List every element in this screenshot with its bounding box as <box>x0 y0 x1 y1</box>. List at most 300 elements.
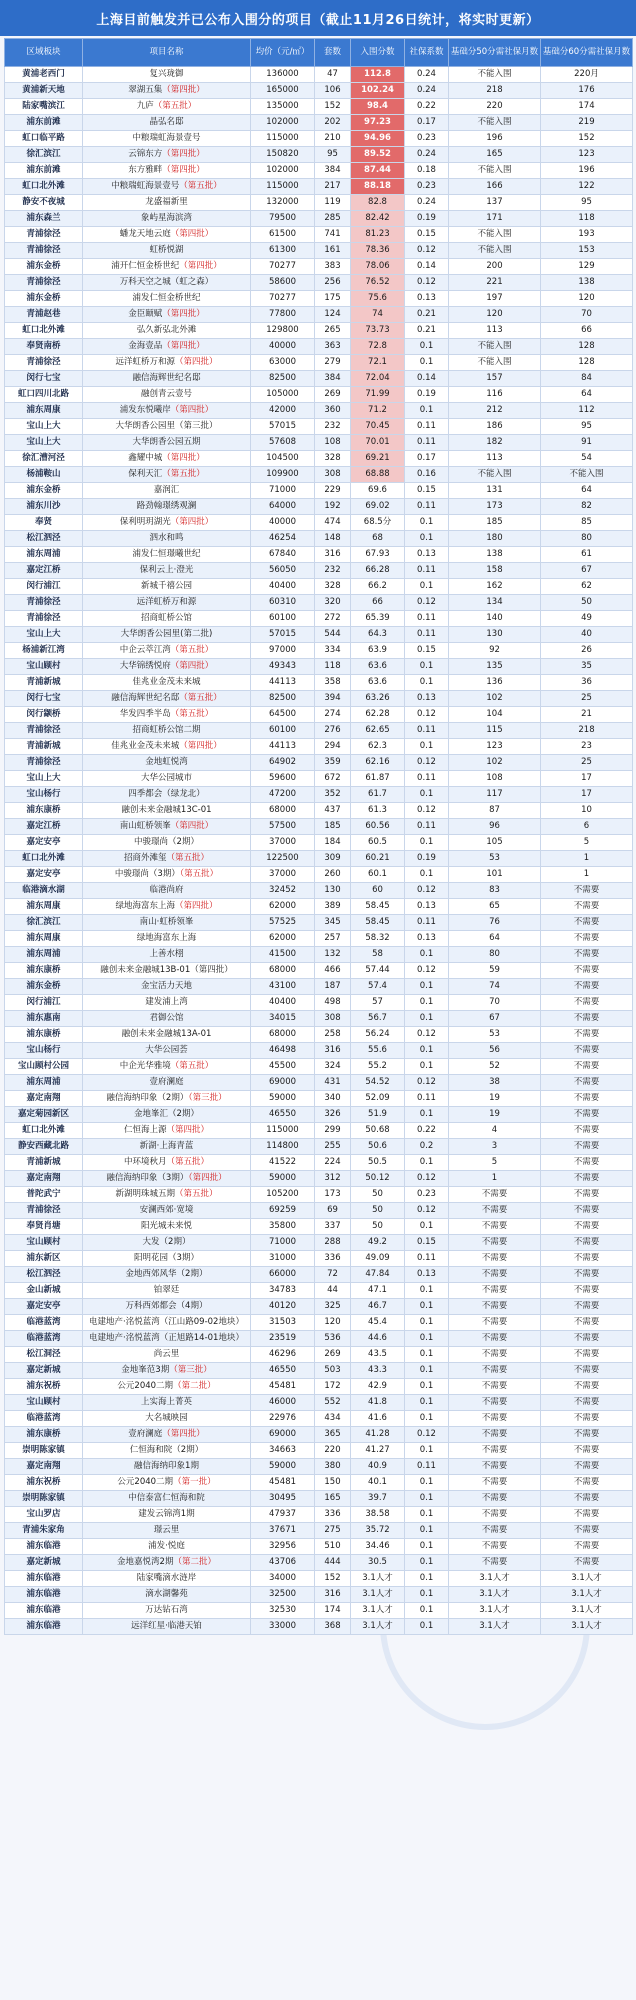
project-name: 南山·虹桥领峯 <box>139 917 194 927</box>
project-name: 仁恒海和院（2期） <box>129 1445 204 1455</box>
months-50-cell: 不需要 <box>449 1379 541 1395</box>
table-row <box>5 659 633 675</box>
score-cell: 49.09 <box>351 1251 405 1267</box>
months-50-cell: 3.1人才 <box>449 1571 541 1587</box>
months-60-cell: 6 <box>541 819 633 835</box>
months-50-cell: 136 <box>449 675 541 691</box>
column-header: 基础分60分需社保月数 <box>541 39 633 67</box>
coefficient-cell: 0.1 <box>405 1331 449 1347</box>
score-cell: 52.09 <box>351 1091 405 1107</box>
price-cell: 97000 <box>251 643 315 659</box>
column-header: 均价（元/㎡） <box>251 39 315 67</box>
region-cell: 嘉定安亭 <box>5 1299 83 1315</box>
table-row <box>5 1123 633 1139</box>
months-60-cell: 3.1人才 <box>541 1603 633 1619</box>
coefficient-cell: 0.1 <box>405 867 449 883</box>
score-cell: 43.5 <box>351 1347 405 1363</box>
score-cell: 50.12 <box>351 1171 405 1187</box>
project-name-cell <box>83 627 251 643</box>
score-cell: 49.2 <box>351 1235 405 1251</box>
score-cell: 63.6 <box>351 675 405 691</box>
project-name-cell <box>83 1539 251 1555</box>
units-cell: 363 <box>315 339 351 355</box>
region-cell: 嘉定新城 <box>5 1363 83 1379</box>
months-60-cell: 5 <box>541 835 633 851</box>
score-cell: 60.56 <box>351 819 405 835</box>
region-cell: 浦东周康 <box>5 403 83 419</box>
months-60-cell: 66 <box>541 323 633 339</box>
months-60-cell: 196 <box>541 163 633 179</box>
project-name-cell <box>83 1363 251 1379</box>
table-row <box>5 99 633 115</box>
table-row <box>5 1443 633 1459</box>
table-row <box>5 387 633 403</box>
price-cell: 105000 <box>251 387 315 403</box>
months-60-cell: 123 <box>541 147 633 163</box>
units-cell: 192 <box>315 499 351 515</box>
project-name-cell <box>83 931 251 947</box>
coefficient-cell: 0.17 <box>405 115 449 131</box>
table-row <box>5 243 633 259</box>
project-name-cell <box>83 883 251 899</box>
region-cell: 浦东金桥 <box>5 979 83 995</box>
months-50-cell: 173 <box>449 499 541 515</box>
price-cell: 68000 <box>251 803 315 819</box>
units-cell: 202 <box>315 115 351 131</box>
score-cell: 34.46 <box>351 1539 405 1555</box>
project-name: 大发（2期） <box>142 1237 191 1247</box>
units-cell: 124 <box>315 307 351 323</box>
project-name-cell <box>83 1315 251 1331</box>
region-cell: 奉贤 <box>5 515 83 531</box>
units-cell: 175 <box>315 291 351 307</box>
months-50-cell: 140 <box>449 611 541 627</box>
months-60-cell: 118 <box>541 211 633 227</box>
region-cell: 嘉定南翔 <box>5 1459 83 1475</box>
coefficient-cell: 0.21 <box>405 323 449 339</box>
project-name-cell <box>83 675 251 691</box>
price-cell: 132000 <box>251 195 315 211</box>
project-name-cell <box>83 851 251 867</box>
project-name-cell <box>83 499 251 515</box>
project-name-cell <box>83 323 251 339</box>
coefficient-cell: 0.23 <box>405 1187 449 1203</box>
months-50-cell: 83 <box>449 883 541 899</box>
project-name: 中粮瑞虹海景壹号 <box>132 133 201 143</box>
months-60-cell: 不需要 <box>541 1235 633 1251</box>
project-name: 保利天汇 <box>128 469 163 479</box>
months-50-cell: 182 <box>449 435 541 451</box>
table-row <box>5 995 633 1011</box>
project-name: 中骏璟尚（3期） <box>114 869 180 879</box>
months-50-cell: 134 <box>449 595 541 611</box>
project-name-cell <box>83 1267 251 1283</box>
project-name: 上善水栩 <box>149 949 184 959</box>
coefficient-cell: 0.12 <box>405 707 449 723</box>
project-name-cell <box>83 1155 251 1171</box>
batch-label: （第四批） <box>162 149 205 159</box>
price-cell: 79500 <box>251 211 315 227</box>
months-60-cell: 61 <box>541 547 633 563</box>
project-name-cell <box>83 291 251 307</box>
table-row <box>5 819 633 835</box>
table-row <box>5 787 633 803</box>
project-name-cell <box>83 1603 251 1619</box>
units-cell: 365 <box>315 1427 351 1443</box>
months-50-cell: 56 <box>449 1043 541 1059</box>
score-cell: 41.8 <box>351 1395 405 1411</box>
score-cell: 3.1人才 <box>351 1571 405 1587</box>
months-50-cell: 113 <box>449 451 541 467</box>
price-cell: 57015 <box>251 419 315 435</box>
months-60-cell: 128 <box>541 339 633 355</box>
score-cell: 50 <box>351 1219 405 1235</box>
coefficient-cell: 0.11 <box>405 563 449 579</box>
coefficient-cell: 0.12 <box>405 1075 449 1091</box>
project-name: 电建地产·洺悦蓝湾（江山路09-02地块） <box>89 1317 244 1327</box>
months-60-cell: 62 <box>541 579 633 595</box>
price-cell: 34663 <box>251 1443 315 1459</box>
price-cell: 102000 <box>251 163 315 179</box>
score-cell: 60 <box>351 883 405 899</box>
months-60-cell: 25 <box>541 755 633 771</box>
months-60-cell: 176 <box>541 83 633 99</box>
units-cell: 380 <box>315 1459 351 1475</box>
coefficient-cell: 0.11 <box>405 1091 449 1107</box>
months-50-cell: 53 <box>449 1027 541 1043</box>
coefficient-cell: 0.1 <box>405 979 449 995</box>
project-name-cell <box>83 387 251 403</box>
project-name-cell <box>83 787 251 803</box>
months-50-cell: 116 <box>449 387 541 403</box>
coefficient-cell: 0.11 <box>405 723 449 739</box>
table-row <box>5 755 633 771</box>
coefficient-cell: 0.13 <box>405 899 449 915</box>
coefficient-cell: 0.2 <box>405 1139 449 1155</box>
months-60-cell: 不需要 <box>541 1251 633 1267</box>
coefficient-cell: 0.11 <box>405 419 449 435</box>
table-row <box>5 947 633 963</box>
price-cell: 41522 <box>251 1155 315 1171</box>
project-name-cell <box>83 1219 251 1235</box>
units-cell: 272 <box>315 611 351 627</box>
batch-label: （第四批） <box>170 821 214 831</box>
region-cell: 浦东康桥 <box>5 803 83 819</box>
price-cell: 46296 <box>251 1347 315 1363</box>
price-cell: 46550 <box>251 1363 315 1379</box>
coefficient-cell: 0.1 <box>405 1315 449 1331</box>
table-row <box>5 1155 633 1171</box>
coefficient-cell: 0.1 <box>405 1299 449 1315</box>
units-cell: 337 <box>315 1219 351 1235</box>
units-cell: 69 <box>315 1203 351 1219</box>
score-cell: 58.45 <box>351 915 405 931</box>
project-name: 绿地海富东上海 <box>136 933 197 943</box>
price-cell: 104500 <box>251 451 315 467</box>
score-cell: 61.87 <box>351 771 405 787</box>
price-cell: 46550 <box>251 1107 315 1123</box>
project-name-cell <box>83 995 251 1011</box>
months-50-cell: 59 <box>449 963 541 979</box>
coefficient-cell: 0.13 <box>405 1267 449 1283</box>
months-50-cell: 218 <box>449 83 541 99</box>
project-name-cell <box>83 1203 251 1219</box>
score-cell: 87.44 <box>351 163 405 179</box>
coefficient-cell: 0.12 <box>405 1203 449 1219</box>
score-cell: 65.39 <box>351 611 405 627</box>
score-cell: 40.9 <box>351 1459 405 1475</box>
months-50-cell: 3.1人才 <box>449 1619 541 1635</box>
score-cell: 58.32 <box>351 931 405 947</box>
project-name: 新湖明珠城五期 <box>115 1189 175 1199</box>
coefficient-cell: 0.19 <box>405 851 449 867</box>
batch-label: （第四批） <box>162 341 205 351</box>
units-cell: 444 <box>315 1555 351 1571</box>
table-row <box>5 355 633 371</box>
price-cell: 32500 <box>251 1587 315 1603</box>
months-60-cell: 不需要 <box>541 1299 633 1315</box>
batch-label: （第四批） <box>179 741 222 751</box>
units-cell: 352 <box>315 787 351 803</box>
region-cell: 嘉定南翔 <box>5 1091 83 1107</box>
months-60-cell: 不需要 <box>541 995 633 1011</box>
months-50-cell: 138 <box>449 547 541 563</box>
coefficient-cell: 0.24 <box>405 83 449 99</box>
project-name-cell <box>83 1459 251 1475</box>
months-50-cell: 64 <box>449 931 541 947</box>
months-60-cell: 不需要 <box>541 963 633 979</box>
region-cell: 松江泗泾 <box>5 1267 83 1283</box>
months-60-cell: 95 <box>541 195 633 211</box>
table-row <box>5 131 633 147</box>
region-cell: 虹口四川北路 <box>5 387 83 403</box>
region-cell: 嘉定江桥 <box>5 563 83 579</box>
units-cell: 72 <box>315 1267 351 1283</box>
months-50-cell: 53 <box>449 851 541 867</box>
price-cell: 35800 <box>251 1219 315 1235</box>
score-cell: 70.45 <box>351 419 405 435</box>
table-row <box>5 1347 633 1363</box>
units-cell: 44 <box>315 1283 351 1299</box>
project-name: 融创未来金融城13B-01（第四批） <box>100 965 233 975</box>
units-cell: 552 <box>315 1395 351 1411</box>
project-name-cell <box>83 659 251 675</box>
coefficient-cell: 0.1 <box>405 995 449 1011</box>
units-cell: 258 <box>315 1027 351 1043</box>
project-name-cell <box>83 531 251 547</box>
months-60-cell: 152 <box>541 131 633 147</box>
months-50-cell: 19 <box>449 1107 541 1123</box>
table-row <box>5 867 633 883</box>
table-row <box>5 1475 633 1491</box>
months-60-cell: 不需要 <box>541 931 633 947</box>
price-cell: 150820 <box>251 147 315 163</box>
project-name: 万达钻石湾 <box>145 1605 188 1615</box>
table-row <box>5 1267 633 1283</box>
batch-label: （第五批） <box>162 469 205 479</box>
region-cell: 浦东周康 <box>5 931 83 947</box>
project-name: 九庐 <box>136 101 154 111</box>
units-cell: 255 <box>315 1139 351 1155</box>
coefficient-cell: 0.1 <box>405 403 449 419</box>
score-cell: 68.88 <box>351 467 405 483</box>
coefficient-cell: 0.1 <box>405 355 449 371</box>
months-60-cell: 不需要 <box>541 1283 633 1299</box>
project-name: 大华锦绣悦府 <box>119 661 171 671</box>
months-60-cell: 不需要 <box>541 1187 633 1203</box>
table-row <box>5 627 633 643</box>
project-name-cell <box>83 1507 251 1523</box>
months-60-cell: 不需要 <box>541 1107 633 1123</box>
batch-label: （第四批） <box>170 405 214 415</box>
table-row <box>5 275 633 291</box>
region-cell: 宝山顾村 <box>5 1395 83 1411</box>
units-cell: 232 <box>315 419 351 435</box>
project-name-cell <box>83 979 251 995</box>
price-cell: 165000 <box>251 83 315 99</box>
table-row <box>5 1331 633 1347</box>
price-cell: 61500 <box>251 227 315 243</box>
price-cell: 31000 <box>251 1251 315 1267</box>
months-60-cell: 84 <box>541 371 633 387</box>
region-cell: 浦东周康 <box>5 899 83 915</box>
coefficient-cell: 0.11 <box>405 1459 449 1475</box>
units-cell: 309 <box>315 851 351 867</box>
months-60-cell: 82 <box>541 499 633 515</box>
price-cell: 135000 <box>251 99 315 115</box>
project-name: 融信海纳印象（2期） <box>106 1093 189 1103</box>
table-row <box>5 1187 633 1203</box>
months-60-cell: 不需要 <box>541 1043 633 1059</box>
coefficient-cell: 0.11 <box>405 435 449 451</box>
months-60-cell: 220月 <box>541 67 633 83</box>
project-name: 万科西郊都会（4期） <box>125 1301 208 1311</box>
project-name-cell <box>83 403 251 419</box>
project-name-cell <box>83 243 251 259</box>
months-50-cell: 96 <box>449 819 541 835</box>
table-row <box>5 1491 633 1507</box>
project-name-cell <box>83 115 251 131</box>
table-row <box>5 1395 633 1411</box>
score-cell: 60.21 <box>351 851 405 867</box>
coefficient-cell: 0.1 <box>405 1539 449 1555</box>
table-row <box>5 1315 633 1331</box>
batch-label: （第五批） <box>153 101 197 111</box>
score-cell: 68.5分 <box>351 515 405 531</box>
months-50-cell: 不需要 <box>449 1251 541 1267</box>
price-cell: 60100 <box>251 611 315 627</box>
project-name: 南山虹桥领峯 <box>119 821 171 831</box>
batch-label: （第二批） <box>173 1557 216 1567</box>
project-name-cell <box>83 1251 251 1267</box>
table-header <box>5 39 633 67</box>
coefficient-cell: 0.1 <box>405 1603 449 1619</box>
months-60-cell: 不需要 <box>541 1091 633 1107</box>
months-50-cell: 171 <box>449 211 541 227</box>
price-cell: 37000 <box>251 867 315 883</box>
months-60-cell: 120 <box>541 291 633 307</box>
coefficient-cell: 0.1 <box>405 1379 449 1395</box>
score-cell: 89.52 <box>351 147 405 163</box>
units-cell: 256 <box>315 275 351 291</box>
price-cell: 115000 <box>251 131 315 147</box>
months-60-cell: 10 <box>541 803 633 819</box>
project-name-cell <box>83 1491 251 1507</box>
score-cell: 82.8 <box>351 195 405 211</box>
batch-label: （第五批） <box>179 869 219 879</box>
months-50-cell: 197 <box>449 291 541 307</box>
region-cell: 宝山上大 <box>5 435 83 451</box>
months-50-cell: 不需要 <box>449 1395 541 1411</box>
region-cell: 虹口北外滩 <box>5 851 83 867</box>
score-cell: 41.27 <box>351 1443 405 1459</box>
price-cell: 56050 <box>251 563 315 579</box>
price-cell: 45481 <box>251 1379 315 1395</box>
units-cell: 434 <box>315 1411 351 1427</box>
table-body <box>5 67 633 1635</box>
batch-label: （第四批） <box>175 901 218 911</box>
project-name-cell <box>83 723 251 739</box>
score-cell: 57.44 <box>351 963 405 979</box>
coefficient-cell: 0.1 <box>405 1491 449 1507</box>
table-row <box>5 1459 633 1475</box>
table-row <box>5 899 633 915</box>
price-cell: 57015 <box>251 627 315 643</box>
score-cell: 62.3 <box>351 739 405 755</box>
score-cell: 69.21 <box>351 451 405 467</box>
table-row <box>5 547 633 563</box>
price-cell: 44113 <box>251 739 315 755</box>
months-50-cell: 不需要 <box>449 1411 541 1427</box>
score-cell: 88.18 <box>351 179 405 195</box>
coefficient-cell: 0.1 <box>405 947 449 963</box>
units-cell: 257 <box>315 931 351 947</box>
units-cell: 217 <box>315 179 351 195</box>
months-50-cell: 87 <box>449 803 541 819</box>
score-cell: 98.4 <box>351 99 405 115</box>
units-cell: 299 <box>315 1123 351 1139</box>
coefficient-cell: 0.1 <box>405 579 449 595</box>
project-name-cell <box>83 691 251 707</box>
batch-label: （第四批） <box>162 85 205 95</box>
batch-label: （第五批） <box>166 853 210 863</box>
units-cell: 384 <box>315 371 351 387</box>
price-cell: 47200 <box>251 787 315 803</box>
region-cell: 浦东新区 <box>5 1251 83 1267</box>
score-cell: 55.2 <box>351 1059 405 1075</box>
units-cell: 345 <box>315 915 351 931</box>
months-60-cell: 不需要 <box>541 1203 633 1219</box>
project-name: 佳兆业金茂未来城 <box>132 677 201 687</box>
project-name-cell <box>83 835 251 851</box>
table-row <box>5 1379 633 1395</box>
project-name-cell <box>83 275 251 291</box>
table-row <box>5 1619 633 1635</box>
months-60-cell: 不需要 <box>541 1011 633 1027</box>
region-cell: 浦东临港 <box>5 1603 83 1619</box>
coefficient-cell: 0.1 <box>405 1523 449 1539</box>
price-cell: 22976 <box>251 1411 315 1427</box>
months-60-cell: 112 <box>541 403 633 419</box>
project-name: 中信泰富仁恒海和院 <box>128 1493 205 1503</box>
region-cell: 浦东临港 <box>5 1539 83 1555</box>
table-row <box>5 179 633 195</box>
price-cell: 115000 <box>251 179 315 195</box>
project-name-cell <box>83 371 251 387</box>
region-cell: 虹口北外滩 <box>5 323 83 339</box>
months-60-cell: 67 <box>541 563 633 579</box>
projects-table <box>4 38 633 1635</box>
